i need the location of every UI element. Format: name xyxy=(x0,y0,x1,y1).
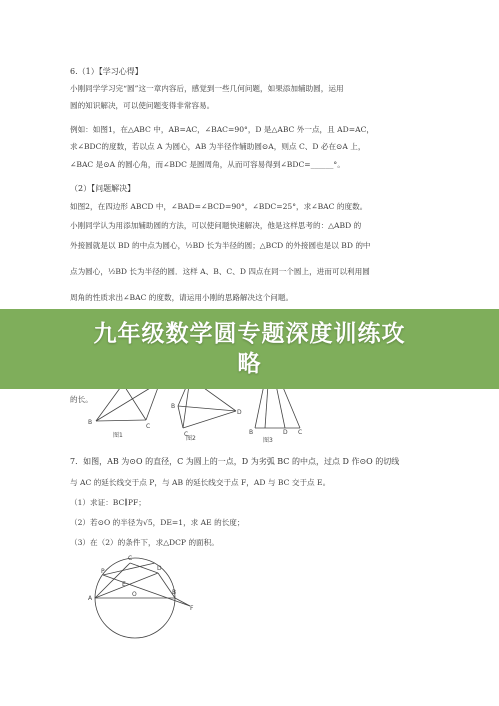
q6-part3-fragment: 的长。 xyxy=(70,395,93,404)
svg-text:A: A xyxy=(88,595,93,602)
q6-part2-line: 周角的性质求出∠BAC 的度数，请运用小刚的思路解决这个问题。 xyxy=(70,293,294,302)
svg-text:E: E xyxy=(122,581,126,588)
banner-title-line2: 略 xyxy=(237,351,262,377)
svg-text:D: D xyxy=(157,565,162,572)
q6-line: ∠BAC 是⊙A 的圆心角，而∠BDC 是圆周角，从而可容易得到∠BDC=______°。 xyxy=(70,160,345,169)
svg-text:B: B xyxy=(88,419,93,426)
q6-line: 圆的知识解决，可以使问题变得非常容易。 xyxy=(70,101,215,110)
q6-line: 例如：如图1，在△ABC 中，AB=AC，∠BAC=90°，D 是△ABC 外一点，且 AD=AC， xyxy=(70,125,374,134)
q6-part2-line: 如图2，在四边形 ABCD 中，∠BAD=∠BCD=90°，∠BDC=25°，求∠BAC 的度数。 xyxy=(70,202,368,211)
fig-caption: 图2 xyxy=(186,435,196,442)
q6-line: 小刚同学学习完“圆”这一章内容后，感觉到一些几何问题，如果添加辅助圆，运用 xyxy=(70,84,344,93)
q7-line: 7．如图，AB 为⊙O 的直径，C 为圆上的一点，D 为劣弧 BC 的中点，过点 D 作⊙O 的切线 xyxy=(70,457,400,466)
svg-text:B: B xyxy=(171,403,176,410)
svg-text:C: C xyxy=(298,429,303,436)
svg-text:D: D xyxy=(283,429,288,436)
svg-text:P: P xyxy=(101,568,105,575)
svg-text:C: C xyxy=(128,555,133,562)
q6-part2-line: 外接圆就是以 BD 的中点为圆心，½BD 长为半径的圆；△BCD 的外接圆也是以 BD 的中 xyxy=(70,241,371,250)
q6-part2-line: 小刚同学认为用添加辅助圆的方法，可以使问题快速解决，他是这样思考的：△ABD 的 xyxy=(70,221,362,230)
svg-text:C: C xyxy=(146,423,151,430)
banner-title-line1: 九年级数学圆专题深度训练攻 xyxy=(93,321,406,347)
q6-part2-line: 点为圆心，½BD 长为半径的圆．这样 A、B、C、D 四点在同一个圆上，进而可以利用圆 xyxy=(70,267,370,276)
q6-part2-heading: （2）【问题解决】 xyxy=(70,184,136,193)
svg-text:B: B xyxy=(249,429,254,436)
q7-line: （1）求证：BC∥PF； xyxy=(70,498,146,507)
fig-caption: 图1 xyxy=(113,432,123,439)
svg-text:D: D xyxy=(237,409,242,416)
title-banner xyxy=(0,309,499,389)
q7-line: （2）若⊙O 的半径为√5，DE=1，求 AE 的长度； xyxy=(70,518,245,527)
svg-text:O: O xyxy=(132,591,137,598)
q7-line: 与 AC 的延长线交于点 P，与 AB 的延长线交于点 F，AD 与 BC 交于点 E。 xyxy=(70,478,331,487)
q6-heading: 6.（1）【学习心得】 xyxy=(70,67,143,76)
fig-caption: 图3 xyxy=(263,437,273,444)
q7-line: （3）在（2）的条件下，求△DCP 的面积。 xyxy=(70,538,219,547)
svg-text:C: C xyxy=(184,431,189,438)
svg-text:F: F xyxy=(190,605,194,612)
svg-text:B: B xyxy=(172,589,177,596)
q6-line: 求∠BDC的度数，若以点 A 为圆心，AB 为半径作辅助圆⊙A，则点 C、D 必在⊙A 上， xyxy=(70,142,366,151)
